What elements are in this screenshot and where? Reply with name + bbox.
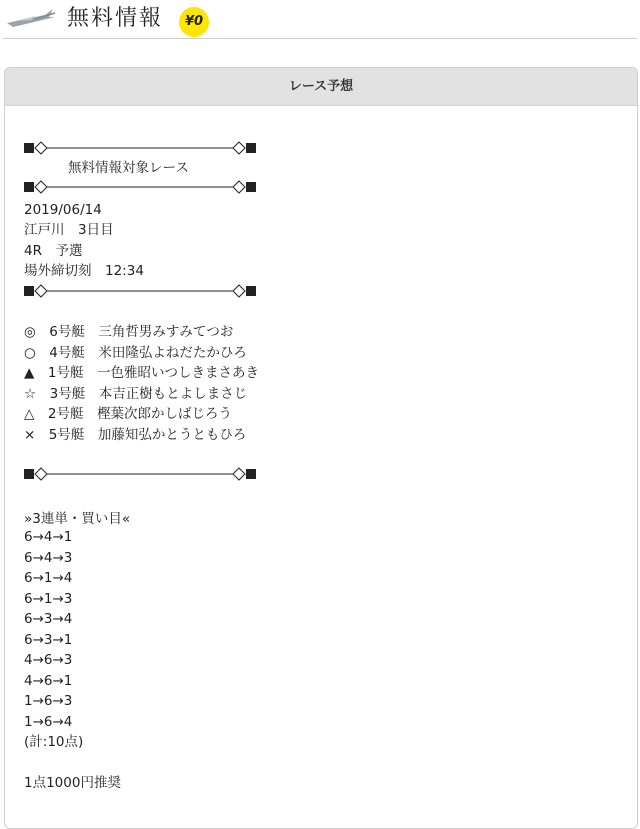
boat-logo-icon (5, 5, 57, 31)
panel-heading: レース予想 (5, 68, 637, 106)
free-badge (179, 7, 209, 37)
bet-combo: 4→6→3 (24, 652, 73, 668)
bet-combo: 6→4→1 (24, 529, 73, 545)
pick-item: ☆ 3号艇 本吉正樹もとよしまさじ (24, 386, 248, 402)
bet-combo: 4→6→1 (24, 673, 73, 689)
pick-item: ▲ 1号艇 一色雅昭いつしきまさあき (24, 365, 259, 381)
race-name: 4R 予選 (24, 243, 83, 259)
bet-combo: 6→3→4 (24, 611, 73, 627)
target-race-label: 無料情報対象レース (68, 160, 189, 176)
race-date: 2019/06/14 (24, 202, 102, 218)
bet-combo: 6→1→4 (24, 570, 73, 586)
free-badge-label: ¥0 (184, 14, 204, 29)
pick-item: ○ 4号艇 米田隆弘よねだたかひろ (24, 345, 247, 361)
bets-heading: »3連単・買い目« (24, 511, 131, 527)
pick-item: × 5号艇 加藤知弘かとうともひろ (24, 427, 247, 443)
race-deadline: 場外締切刻 12:34 (24, 263, 144, 279)
pick-item: △ 2号艇 樫葉次郎かしばじろう (24, 406, 232, 422)
separator (24, 141, 256, 155)
separator (24, 180, 256, 194)
bet-recommendation: 1点1000円推奨 (24, 775, 121, 791)
page-header (3, 0, 637, 39)
page-title: 無料情報 (67, 6, 164, 31)
separator (24, 467, 256, 481)
bet-total: (計:10点) (24, 734, 84, 750)
pick-item: ◎ 6号艇 三角哲男みすみてつお (24, 324, 234, 340)
bet-combo: 6→3→1 (24, 632, 73, 648)
race-venue-day: 江戸川 3日目 (24, 222, 114, 238)
bet-combo: 6→4→3 (24, 550, 73, 566)
separator (24, 284, 256, 298)
bet-combo: 6→1→3 (24, 591, 73, 607)
bet-combo: 1→6→3 (24, 693, 73, 709)
bet-combo: 1→6→4 (24, 714, 73, 730)
